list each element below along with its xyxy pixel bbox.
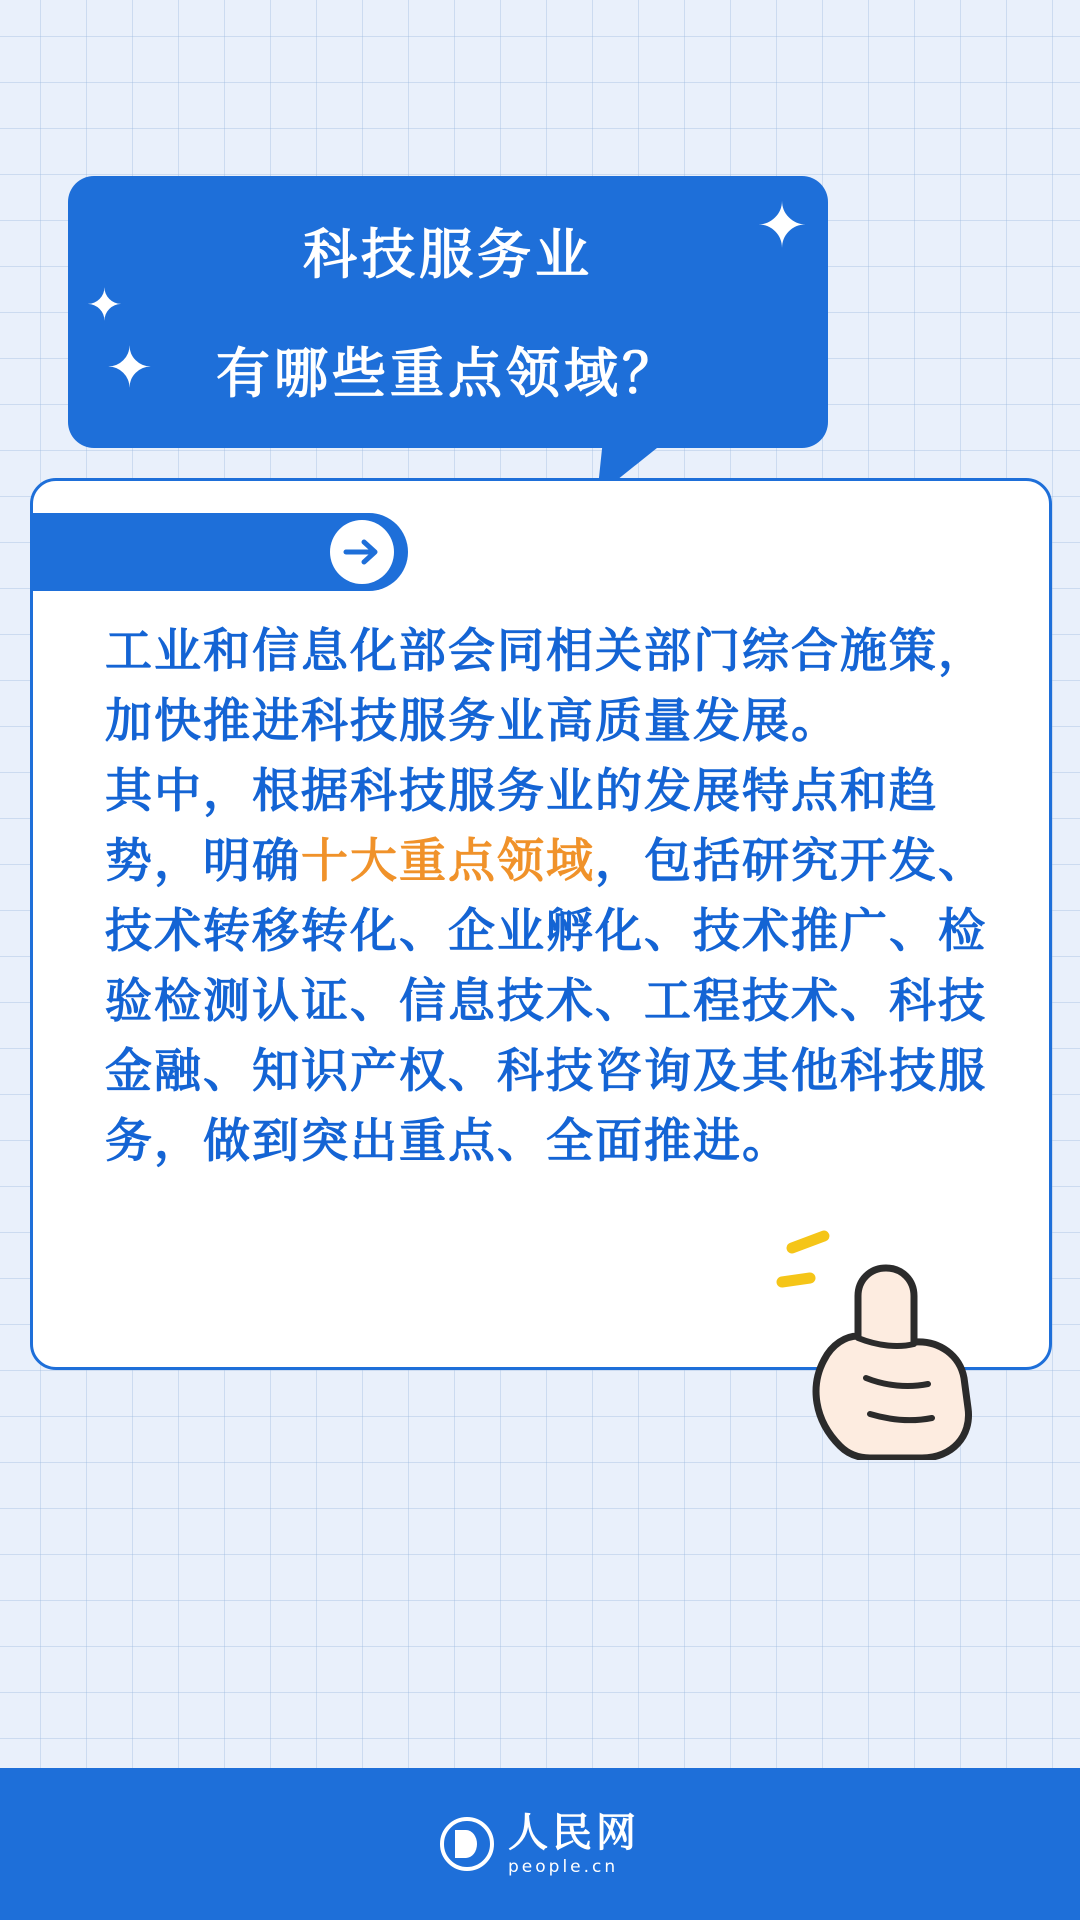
page-title-line2: 有哪些重点领域？ (216, 344, 680, 404)
footer-bar (0, 1768, 1080, 1920)
logo-mark-icon (440, 1817, 494, 1871)
logo-text (508, 1811, 640, 1877)
sparkle-icon: ✦ (756, 192, 808, 261)
header-speech-bubble (68, 176, 828, 448)
paragraph-2-segment-1: 其中，根据科技服务业的发展特点和趋势，明确 (105, 764, 938, 889)
body-text (105, 617, 989, 1177)
sparkle-icon: ✦ (106, 336, 153, 399)
page-title-line1: 科技服务业 (303, 225, 593, 285)
paragraph-2-segment-3: ，包括研究开发、技术转移转化、企业孵化、技术推广、检验检测认证、信息技术、工程技术、科技金融、知识产权、科技咨询及其他科技服务，做到突出重点、全面推进。 (105, 834, 987, 1169)
arrow-right-icon (330, 520, 394, 584)
paragraph-1-segment-1: 工业和信息化部会同相关部门综合施策，加快推进科技服务业高质量发展。 (105, 624, 987, 749)
pointing-hand-icon (762, 1210, 1022, 1460)
paragraph-2 (105, 757, 989, 1177)
people-cn-logo-icon (440, 1811, 640, 1877)
sparkle-icon: ✦ (86, 281, 123, 330)
logo-chinese-name: 人民网 (508, 1810, 640, 1855)
highlight-ten-key-fields: 十大重点领域 (301, 834, 595, 889)
logo-english-name: people.cn (508, 1857, 619, 1877)
paragraph-1 (105, 617, 989, 757)
arrow-tab (30, 513, 408, 591)
